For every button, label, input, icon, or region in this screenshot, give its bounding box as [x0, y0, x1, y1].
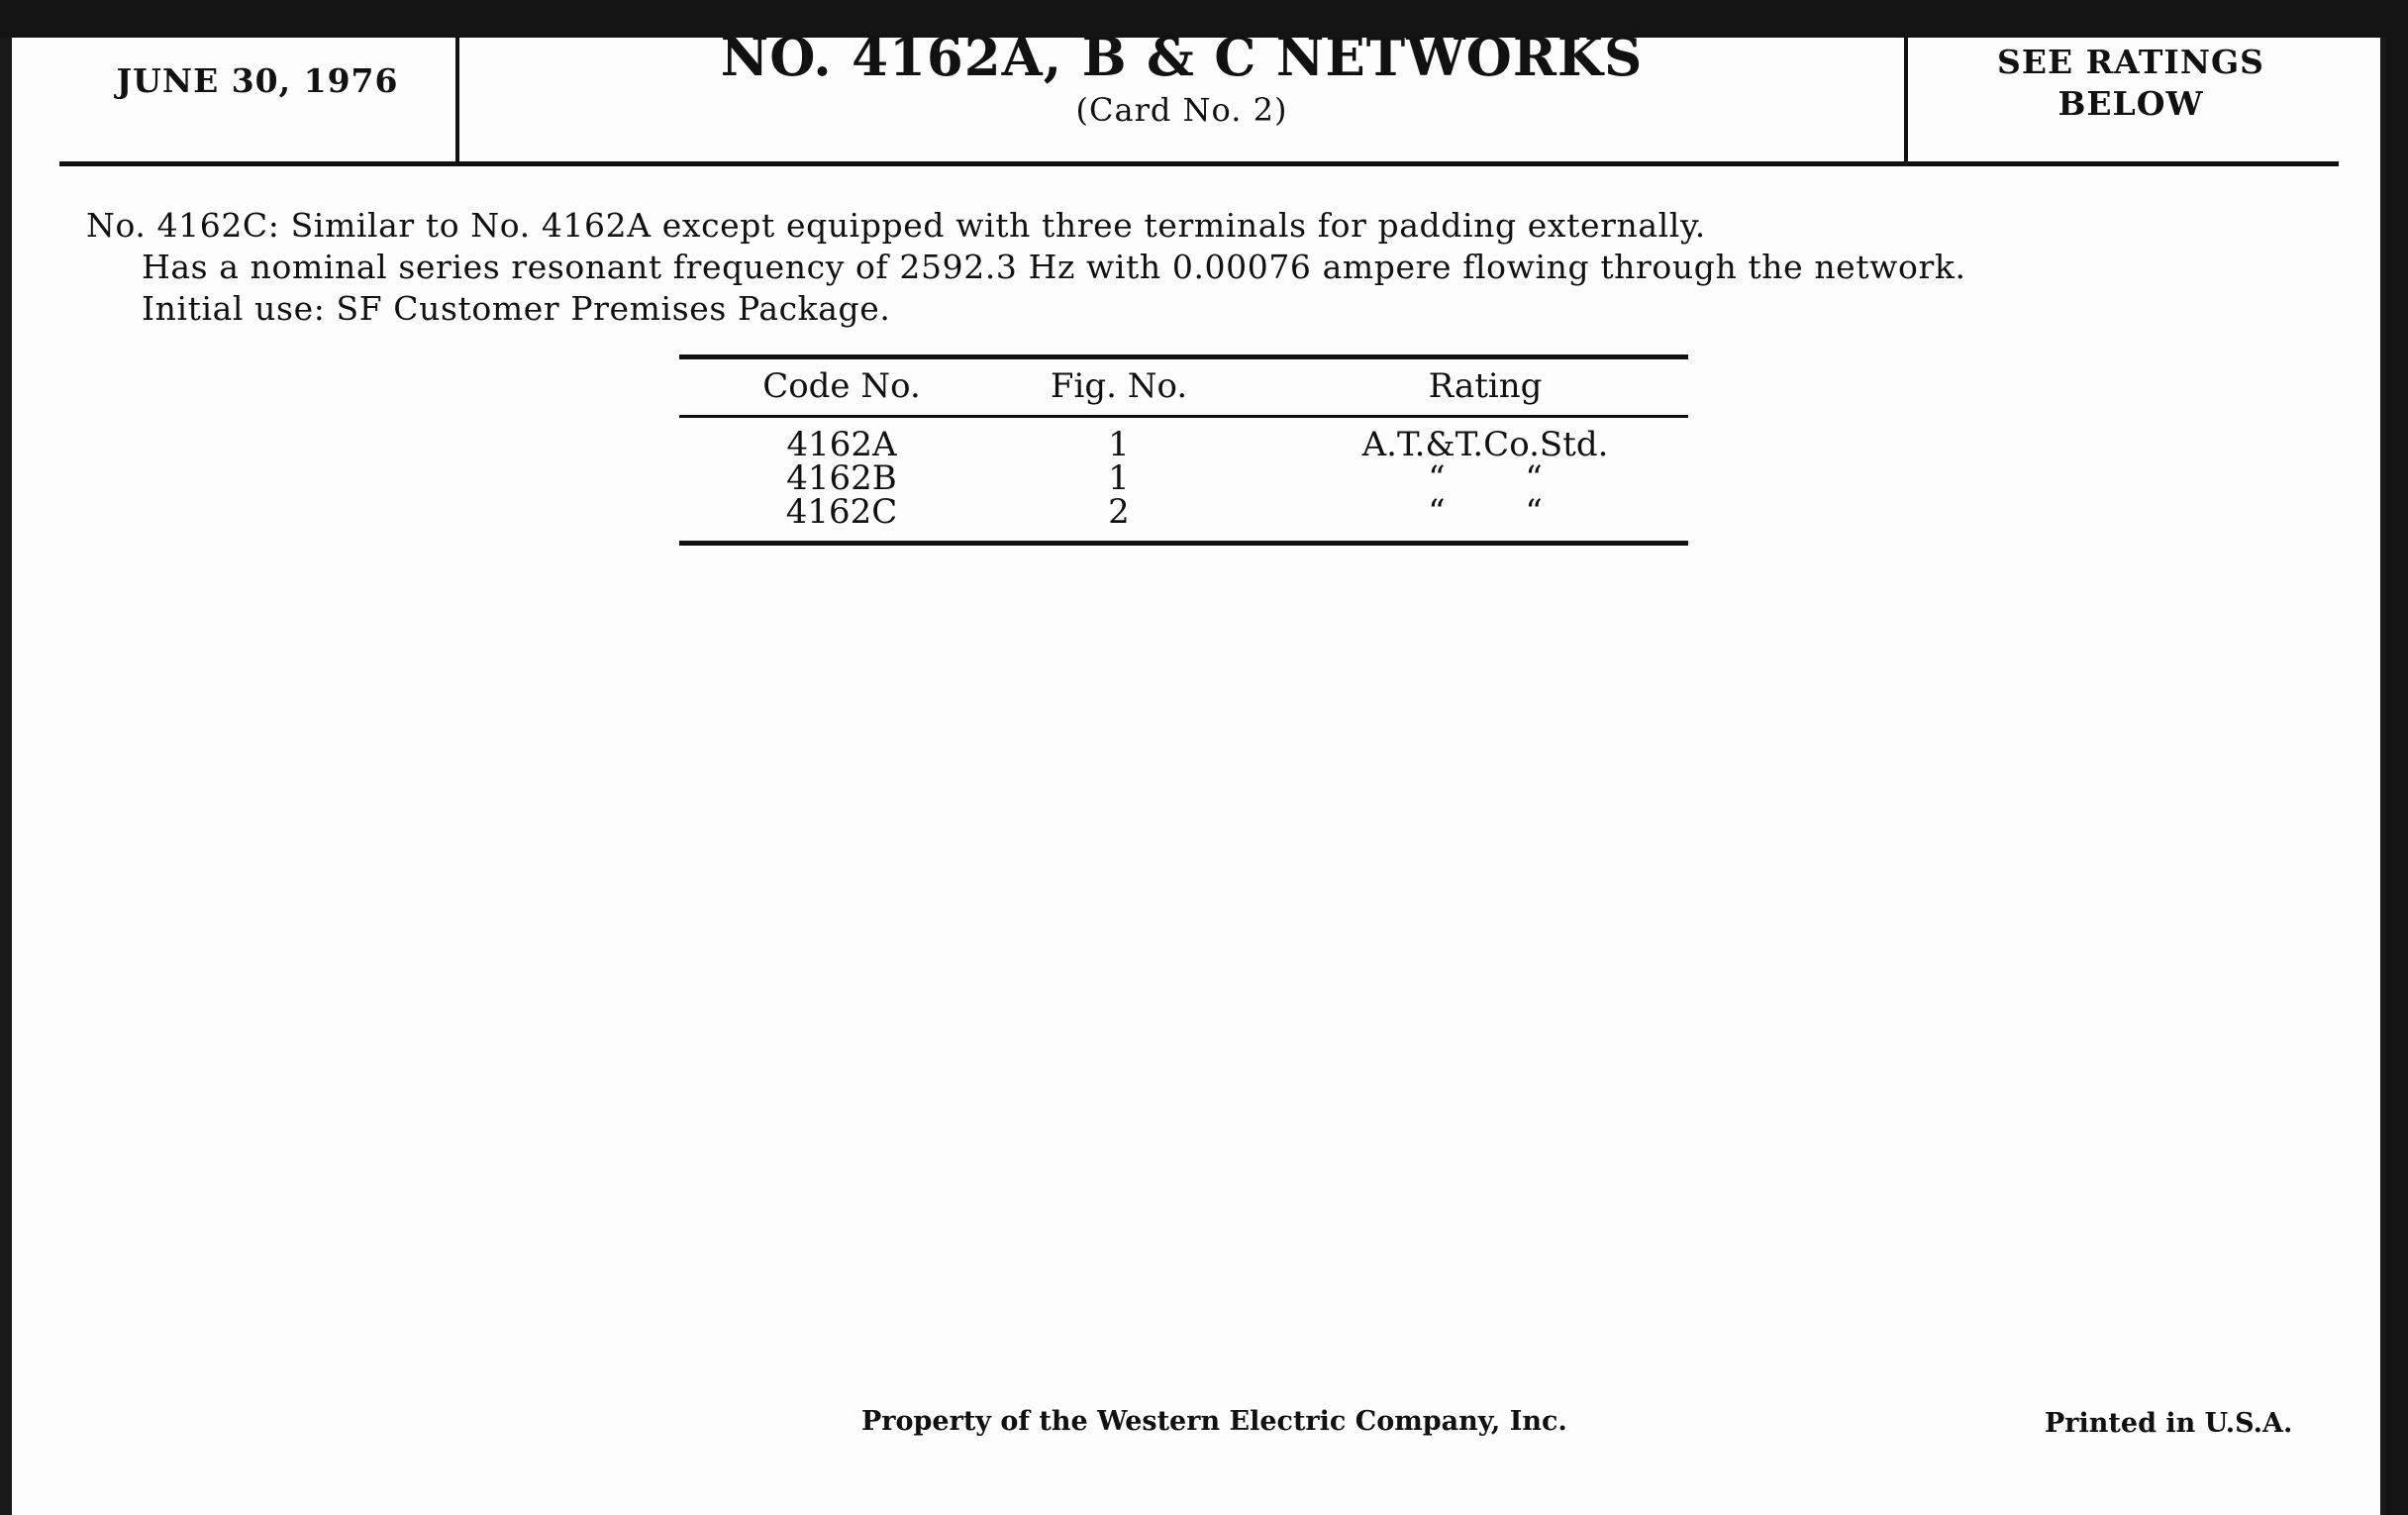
table-cell-code: 4162A [786, 425, 897, 464]
card-subtitle: (Card No. 2) [1075, 91, 1288, 129]
table-header-code: Code No. [762, 366, 921, 406]
table-cell-fig: 2 [1108, 492, 1130, 532]
table-cell-code: 4162B [786, 458, 897, 498]
table-top-rule [679, 354, 1688, 359]
description-line-1: No. 4162C: Similar to No. 4162A except equipped with three terminals for padding externally. [86, 206, 1706, 245]
table-cell-rating: A.T.&T.Co.Std. [1361, 425, 1609, 464]
table-cell-code: 4162C [785, 492, 898, 532]
description-line-2: Has a nominal series resonant frequency of 2592.3 Hz with 0.00076 ampere flowing through the network. [142, 248, 1966, 286]
card-date: JUNE 30, 1976 [116, 61, 399, 100]
table-bottom-rule [679, 541, 1688, 546]
card-title: NO. 4162A, B & C NETWORKS [720, 27, 1644, 88]
scan-border-right [2386, 0, 2408, 1515]
table-cell-fig: 1 [1108, 425, 1130, 464]
table-header-rating: Rating [1428, 366, 1543, 406]
ratings-note-line2: BELOW [2057, 84, 2204, 123]
table-header-fig: Fig. No. [1050, 366, 1188, 406]
ratings-note-line1: SEE RATINGS [1996, 43, 2265, 81]
table-cell-fig: 1 [1108, 458, 1130, 498]
printed-notice: Printed in U.S.A. [2045, 1408, 2293, 1439]
table-header-rule [679, 415, 1688, 418]
table-cell-rating-ditto: “ “ [1428, 458, 1543, 498]
property-notice: Property of the Western Electric Company, Inc. [861, 1406, 1567, 1437]
header-rule [59, 161, 2339, 166]
description-line-3: Initial use: SF Customer Premises Package. [142, 289, 891, 328]
table-cell-rating-ditto: “ “ [1428, 492, 1543, 532]
ratings-note [1908, 42, 2354, 125]
